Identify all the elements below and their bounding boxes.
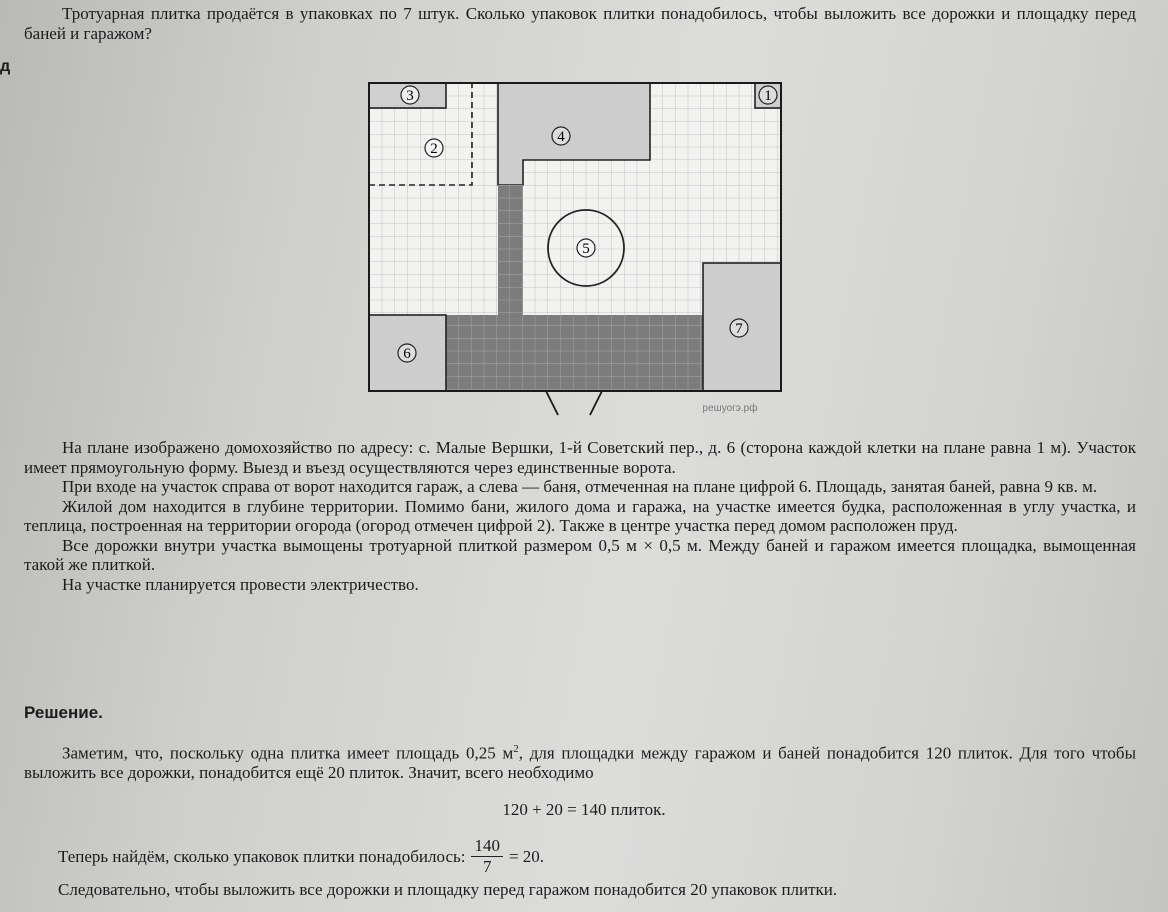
packages-text: Теперь найдём, сколько упаковок плитки понадобилось:	[58, 846, 466, 866]
desc-paragraph-1: На плане изображено домохозяйство по адресу: с. Малые Вершки, 1-й Советский пер., д. 6 (сторона каждой клетки на плане равна 1 м). Участок имеет прямоугольную форму. Выезд и въезд осуществляются через единственные ворота.	[24, 438, 1136, 477]
label-6: 6	[403, 346, 411, 362]
plan-description	[24, 438, 1136, 594]
site-plan	[350, 70, 810, 430]
solution-title: Решение.	[24, 703, 103, 722]
fraction-numerator: 140	[471, 836, 503, 857]
packages-line	[58, 836, 544, 877]
fraction-result: = 20.	[508, 846, 545, 866]
label-7: 7	[735, 321, 743, 337]
task-question: Тротуарная плитка продаётся в упаковках по 7 штук. Сколько упаковок плитки понадобилось, чтобы выложить все дорожки и площадку перед баней и гаражом?	[24, 4, 1136, 43]
label-5: 5	[582, 241, 590, 257]
label-1: 1	[764, 88, 772, 104]
path-vertical	[498, 185, 523, 315]
gate-left	[546, 391, 558, 415]
desc-paragraph-5: На участке планируется провести электричество.	[62, 574, 419, 594]
fraction-denominator: 7	[482, 857, 492, 876]
desc-paragraph-4: Все дорожки внутри участка вымощены тротуарной плиткой размером 0,5 м × 0,5 м. Между баней и гаражом имеется площадка, вымощенная такой же плиткой.	[24, 535, 1136, 574]
label-2: 2	[430, 141, 438, 157]
sum-formula: 120 + 20 = 140 плиток.	[502, 800, 666, 819]
site-plan-drawing	[350, 70, 810, 430]
desc-paragraph-2: При входе на участок справа от ворот находится гараж, а слева — баня, отмеченная на плане цифрой 6. Площадь, занятая баней, равна 9 кв. м.	[62, 477, 1098, 496]
solution-text-b: , для площадки между гаражом и баней понадобится 120 плиток. Для того чтобы выложить все дорожки, понадобится ещё 20 плиток. Значит, всего необходимо	[24, 743, 1136, 783]
label-4: 4	[557, 129, 565, 145]
desc-paragraph-3: Жилой дом находится в глубине территории. Помимо бани, жилого дома и гаража, на участке имеется будка, расположенная в углу участка, и теплица, построенная на территории огорода (огород отмечен цифрой 2). Также в центре участка перед домом расположен пруд.	[24, 496, 1136, 535]
watermark: решуогэ.рф	[702, 403, 758, 414]
edge-mark: д	[0, 58, 11, 75]
gate-right	[590, 391, 602, 415]
fraction	[471, 836, 503, 877]
solution-paragraph	[24, 740, 1136, 783]
conclusion: Следовательно, чтобы выложить все дорожки и площадку перед гаражом понадобится 20 упаковок плитки.	[58, 880, 838, 899]
task-text	[24, 4, 1136, 43]
label-3: 3	[406, 88, 414, 104]
squared-sup: 2	[513, 743, 519, 755]
solution-text-a: Заметим, что, поскольку одна плитка имеет площадь 0,25 м	[62, 743, 514, 763]
tile-platform	[446, 315, 703, 391]
